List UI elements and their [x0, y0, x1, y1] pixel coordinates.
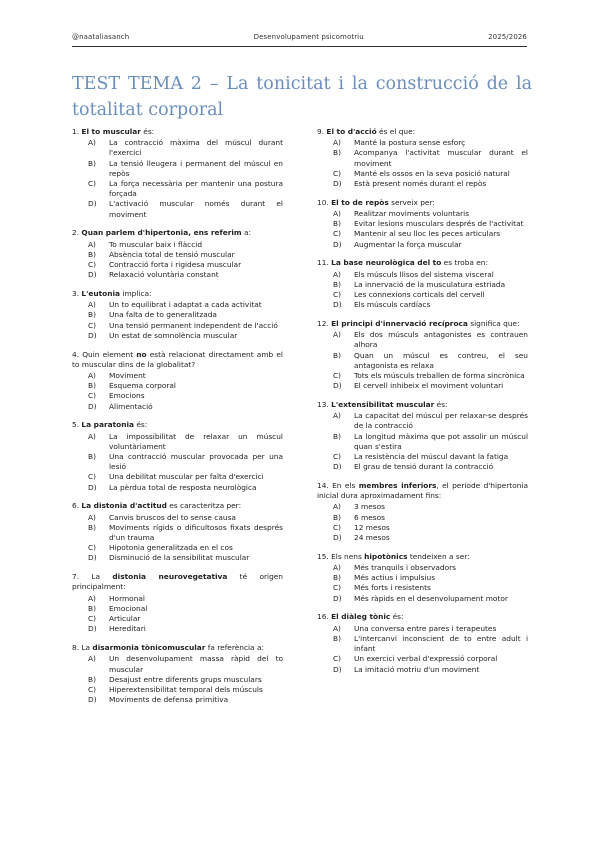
answer-options	[317, 270, 528, 311]
answer-option	[317, 280, 528, 290]
answer-option	[72, 250, 283, 260]
answer-option	[317, 179, 528, 189]
question-prefix: 12.	[317, 319, 332, 329]
question-keyword: distonia neurovegetativa	[112, 572, 228, 582]
option-letter: A)	[333, 623, 341, 633]
option-letter: B)	[88, 310, 96, 320]
option-text: Emocions	[109, 391, 145, 401]
option-letter: D)	[333, 179, 342, 189]
option-text: 12 mesos	[354, 522, 390, 532]
option-text: Un to equilibrat i adaptat a cada activitat	[109, 300, 262, 310]
answer-options	[317, 209, 528, 250]
option-text: Més tranquils i observadors	[354, 563, 457, 573]
option-text: To muscular baix i flàccid	[109, 239, 203, 249]
option-letter: B)	[333, 512, 341, 522]
answer-option	[72, 695, 283, 705]
option-letter: A)	[333, 269, 341, 279]
title-line-2: totalitat corporal	[72, 100, 224, 120]
answer-option	[317, 351, 528, 371]
answer-option	[317, 654, 528, 664]
option-text: La força necessària per mantenir una postura forçada	[109, 179, 283, 199]
question-keyword: no	[136, 349, 147, 359]
option-letter: D)	[88, 553, 97, 563]
option-text: La pèrdua total de resposta neurològica	[109, 482, 257, 492]
answer-option	[72, 614, 283, 624]
answer-option	[317, 148, 528, 168]
option-letter: B)	[88, 381, 96, 391]
option-letter: C)	[88, 179, 97, 189]
question-item	[72, 127, 283, 220]
option-text: 24 mesos	[354, 533, 390, 543]
answer-option	[72, 199, 283, 219]
question-suffix: fa referència a:	[205, 643, 264, 653]
answer-option	[317, 432, 528, 452]
question-item	[72, 572, 283, 634]
option-text: Manté els ossos en la seva posició natural	[354, 168, 510, 178]
option-text: La impossibilitat de relaxar un múscul voluntàriament	[109, 431, 283, 451]
question-prefix: 5.	[72, 420, 82, 430]
option-text: Un desenvolupament massa ràpid del to muscular	[109, 654, 283, 674]
option-text: La innervació de la musculatura estriada	[354, 279, 506, 289]
answer-options	[72, 371, 283, 412]
answer-options	[72, 300, 283, 341]
question-suffix: significa que:	[467, 319, 520, 329]
question-text	[72, 643, 283, 653]
option-letter: D)	[333, 593, 342, 603]
question-text	[317, 258, 528, 268]
question-item	[317, 127, 528, 189]
option-letter: D)	[88, 270, 97, 280]
question-keyword: El diàleg tònic	[331, 612, 391, 622]
answer-options	[317, 563, 528, 604]
answer-options	[317, 330, 528, 391]
option-text: El cervell inhibeix el moviment voluntari	[354, 381, 504, 391]
question-prefix: 6.	[72, 501, 82, 511]
answer-option	[317, 513, 528, 523]
answer-option	[317, 583, 528, 593]
option-letter: C)	[333, 229, 342, 239]
answer-option	[72, 138, 283, 158]
question-keyword: membres inferiors	[358, 481, 437, 491]
option-letter: A)	[333, 138, 341, 148]
question-keyword: disarmonia tònicomuscular	[92, 643, 206, 653]
option-text: Tots els músculs treballen de forma sincrònica	[354, 371, 525, 381]
question-item	[317, 400, 528, 472]
answer-option	[72, 391, 283, 401]
answer-option	[72, 432, 283, 452]
option-letter: C)	[333, 452, 342, 462]
question-text	[317, 400, 528, 410]
answer-option	[72, 381, 283, 391]
question-suffix: és:	[140, 127, 155, 136]
option-text: Manté la postura sense esforç	[354, 138, 466, 148]
option-text: El grau de tensió durant la contracció	[354, 462, 494, 472]
questions-column-left	[72, 127, 283, 714]
answer-option	[317, 381, 528, 391]
question-prefix: 11.	[317, 258, 332, 268]
question-item	[72, 420, 283, 492]
answer-option	[317, 634, 528, 654]
answer-options	[72, 513, 283, 564]
answer-options	[317, 411, 528, 472]
option-letter: C)	[88, 260, 97, 270]
answer-option	[317, 665, 528, 675]
question-text	[72, 572, 283, 592]
question-item	[317, 552, 528, 604]
question-text	[72, 289, 283, 299]
option-letter: D)	[88, 199, 97, 209]
answer-option	[72, 452, 283, 472]
option-text: La contracció màxima del múscul durant l'exercici	[109, 138, 283, 158]
answer-option	[72, 402, 283, 412]
option-text: La imitació motriu d'un moviment	[354, 664, 480, 674]
question-text	[72, 127, 283, 137]
question-keyword: L'eutonia	[81, 289, 121, 299]
answer-options	[317, 138, 528, 189]
question-prefix: 2.	[72, 228, 82, 238]
answer-option	[317, 330, 528, 350]
question-suffix: està relacionat directament amb el to muscular dins de la globalitat?	[72, 349, 283, 369]
option-letter: C)	[333, 371, 342, 381]
question-item	[72, 643, 283, 705]
answer-option	[72, 604, 283, 614]
question-text	[317, 319, 528, 329]
option-text: La capacitat del múscul per relaxar-se després de la contracció	[354, 411, 528, 431]
question-text	[317, 127, 528, 137]
option-text: Més actius i impulsius	[354, 573, 436, 583]
question-text	[72, 420, 283, 430]
answer-option	[72, 513, 283, 523]
question-item	[317, 198, 528, 250]
question-prefix: 4. Quin element	[72, 349, 137, 359]
question-prefix: 1.	[72, 127, 82, 136]
answer-option	[72, 543, 283, 553]
question-item	[317, 258, 528, 310]
question-keyword: La distonia d'actitud	[81, 501, 167, 511]
option-text: Més forts i resistents	[354, 583, 431, 593]
answer-option	[317, 411, 528, 431]
option-text: Absència total de tensió muscular	[109, 249, 235, 259]
question-text	[72, 350, 283, 370]
option-letter: B)	[88, 522, 96, 532]
question-suffix: és:	[133, 420, 148, 430]
option-letter: B)	[333, 431, 341, 441]
page-title	[72, 71, 532, 123]
option-text: 6 mesos	[354, 512, 386, 522]
question-suffix: serveix per:	[388, 197, 435, 207]
answer-option	[72, 553, 283, 563]
question-suffix: és el que:	[376, 127, 416, 136]
option-letter: B)	[88, 674, 96, 684]
option-text: Augmentar la força muscular	[354, 239, 462, 249]
question-keyword: El to d'acció	[326, 127, 377, 136]
option-text: Les connexions corticals del cervell	[354, 290, 485, 300]
option-letter: C)	[88, 614, 97, 624]
answer-option	[317, 219, 528, 229]
option-text: Quan un múscul es contreu, el seu antagonista es relaxa	[354, 350, 528, 370]
question-item	[72, 228, 283, 280]
option-text: Una falta de to generalitzada	[109, 310, 217, 320]
answer-option	[317, 229, 528, 239]
answer-option	[317, 209, 528, 219]
answer-option	[317, 270, 528, 280]
option-letter: A)	[88, 512, 96, 522]
option-text: Un estat de somnolència muscular	[109, 330, 238, 340]
option-letter: A)	[333, 411, 341, 421]
option-letter: B)	[88, 452, 96, 462]
option-letter: B)	[88, 603, 96, 613]
option-text: Realitzar moviments voluntaris	[354, 209, 470, 219]
answer-option	[317, 502, 528, 512]
question-suffix: es caracteritza per:	[166, 501, 242, 511]
answer-option	[72, 685, 283, 695]
answer-option	[317, 290, 528, 300]
question-prefix: 16.	[317, 612, 332, 622]
option-letter: C)	[333, 654, 342, 664]
option-text: Emocional	[109, 603, 148, 613]
page-header	[72, 33, 527, 41]
question-item	[72, 350, 283, 412]
answer-options	[72, 240, 283, 281]
question-keyword: L'extensibilitat muscular	[331, 400, 435, 410]
option-letter: D)	[88, 624, 97, 634]
question-item	[72, 501, 283, 563]
option-letter: B)	[333, 350, 341, 360]
option-letter: D)	[333, 381, 342, 391]
author-handle: @naataliasanch	[72, 33, 130, 41]
answer-option	[72, 654, 283, 674]
answer-option	[72, 472, 283, 482]
question-item	[317, 612, 528, 674]
option-text: Mantenir al seu lloc les peces articulars	[354, 229, 501, 239]
question-keyword: Quan parlem d'hipertonia, ens referim	[81, 228, 242, 238]
answer-option	[317, 452, 528, 462]
answer-option	[317, 371, 528, 381]
answer-option	[72, 300, 283, 310]
question-suffix: tendeixen a ser:	[407, 551, 470, 561]
option-letter: A)	[88, 239, 96, 249]
answer-option	[317, 169, 528, 179]
option-text: Més ràpids en el desenvolupament motor	[354, 593, 508, 603]
option-text: Hiperextensibilitat temporal dels músculs	[109, 684, 263, 694]
option-text: Disminució de la sensibilitat muscular	[109, 553, 250, 563]
option-letter: D)	[88, 482, 97, 492]
question-keyword: La paratonia	[81, 420, 134, 430]
answer-options	[317, 624, 528, 675]
option-text: Relaxació voluntària constant	[109, 270, 219, 280]
question-prefix: 14. En els	[317, 481, 359, 491]
answer-options	[72, 432, 283, 493]
question-text	[72, 228, 283, 238]
option-letter: B)	[88, 249, 96, 259]
question-suffix: , el període d'hipertonia inicial dura aproximadament fins:	[317, 481, 528, 501]
option-letter: C)	[333, 522, 342, 532]
answer-option	[72, 371, 283, 381]
option-text: Hipotonia generalitzada en el cos	[109, 543, 233, 553]
option-text: Contracció forta i rigidesa muscular	[109, 260, 242, 270]
option-text: Els dos músculs antagonistes es contrauen alhora	[354, 330, 528, 350]
option-letter: B)	[333, 573, 341, 583]
answer-option	[317, 300, 528, 310]
option-letter: D)	[88, 401, 97, 411]
question-keyword: El to muscular	[81, 127, 141, 136]
question-suffix: és:	[390, 612, 404, 622]
option-letter: C)	[88, 684, 97, 694]
question-prefix: 13.	[317, 400, 332, 410]
answer-options	[72, 138, 283, 220]
option-text: Alimentació	[109, 401, 153, 411]
answer-option	[72, 260, 283, 270]
question-item	[317, 481, 528, 543]
answer-option	[317, 523, 528, 533]
option-text: Esquema corporal	[109, 381, 176, 391]
option-text: Hereditari	[109, 624, 146, 634]
answer-option	[72, 310, 283, 320]
answer-option	[72, 179, 283, 199]
question-text	[317, 612, 528, 622]
answer-option	[317, 462, 528, 472]
option-letter: C)	[88, 391, 97, 401]
option-letter: B)	[333, 148, 341, 158]
question-text	[317, 552, 528, 562]
answer-option	[72, 321, 283, 331]
option-letter: C)	[88, 472, 97, 482]
question-keyword: La base neurològica del to	[331, 258, 442, 268]
question-suffix: es troba en:	[441, 258, 488, 268]
option-letter: C)	[333, 583, 342, 593]
answer-option	[72, 675, 283, 685]
option-letter: C)	[333, 168, 342, 178]
option-text: Els músculs llisos del sistema visceral	[354, 269, 494, 279]
option-letter: D)	[333, 300, 342, 310]
answer-option	[317, 573, 528, 583]
option-text: Els músculs cardíacs	[354, 300, 431, 310]
option-text: Una debilitat muscular per falta d'exercici	[109, 472, 264, 482]
option-letter: A)	[333, 209, 341, 219]
question-prefix: 15. Els nens	[317, 551, 365, 561]
header-divider	[72, 46, 527, 47]
option-text: Moviments de defensa primitiva	[109, 695, 229, 705]
answer-option	[317, 594, 528, 604]
option-letter: A)	[88, 431, 96, 441]
answer-option	[72, 159, 283, 179]
option-letter: D)	[333, 664, 342, 674]
question-suffix: implica:	[120, 289, 152, 299]
option-text: Evitar lesions musculars després de l'activitat	[354, 219, 524, 229]
option-letter: D)	[333, 462, 342, 472]
question-suffix: és:	[434, 400, 448, 410]
option-text: La resistència del múscul davant la fatiga	[354, 452, 509, 462]
option-text: Una conversa entre pares i terapeutes	[354, 623, 497, 633]
option-text: Un exercici verbal d'expressió corporal	[354, 654, 498, 664]
option-letter: C)	[88, 320, 97, 330]
question-prefix: 3.	[72, 289, 82, 299]
answer-option	[72, 594, 283, 604]
answer-option	[317, 624, 528, 634]
option-letter: C)	[88, 543, 97, 553]
answer-option	[72, 483, 283, 493]
option-text: 3 mesos	[354, 502, 386, 512]
answer-options	[317, 502, 528, 543]
option-text: Canvis bruscos del to sense causa	[109, 512, 236, 522]
question-suffix: té origen principalment:	[72, 572, 283, 592]
answer-option	[317, 533, 528, 543]
subject-title: Desenvolupament psicomotriu	[253, 33, 364, 41]
option-text: Articular	[109, 614, 141, 624]
question-prefix: 10.	[317, 197, 332, 207]
option-letter: A)	[88, 654, 96, 664]
academic-year: 2025/2026	[488, 33, 527, 41]
option-letter: B)	[333, 219, 341, 229]
option-letter: D)	[88, 695, 97, 705]
question-text	[317, 481, 528, 501]
option-letter: D)	[88, 330, 97, 340]
answer-option	[72, 331, 283, 341]
question-text	[72, 501, 283, 511]
question-text	[317, 198, 528, 208]
option-text: Acompanya l'activitat muscular durant el moviment	[354, 148, 528, 168]
option-text: L'intercanvi inconscient de to entre adult i infant	[354, 633, 528, 654]
option-text: Una contracció muscular provocada per una lesió	[109, 452, 283, 472]
option-text: Moviment	[109, 371, 146, 381]
option-letter: A)	[333, 502, 341, 512]
option-text: Moviments rígids o dificultosos fixats després d'un trauma	[109, 522, 283, 543]
answer-option	[72, 624, 283, 634]
answer-options	[72, 654, 283, 705]
option-letter: A)	[333, 563, 341, 573]
question-item	[72, 289, 283, 341]
option-letter: A)	[88, 371, 96, 381]
question-prefix: 7. La	[72, 572, 113, 582]
answer-options	[72, 594, 283, 635]
answer-option	[72, 523, 283, 543]
option-letter: B)	[333, 279, 341, 289]
question-keyword: El principi d'innervació recíproca	[331, 319, 468, 329]
answer-option	[72, 240, 283, 250]
option-text: Desajust entre diferents grups musculars	[109, 674, 262, 684]
answer-option	[317, 138, 528, 148]
option-letter: D)	[333, 239, 342, 249]
title-line-1: TEST TEMA 2 – La tonicitat i la construcció de la	[72, 74, 532, 94]
question-prefix: 9.	[317, 127, 327, 136]
question-keyword: hipotònics	[364, 551, 408, 561]
answer-option	[72, 270, 283, 280]
option-letter: B)	[333, 633, 341, 643]
answer-option	[317, 563, 528, 573]
option-text: La tensió lleugera i permanent del múscul en repòs	[109, 158, 283, 178]
option-letter: C)	[333, 290, 342, 300]
option-letter: D)	[333, 533, 342, 543]
option-letter: A)	[88, 300, 96, 310]
questions-column-right	[317, 127, 528, 683]
option-letter: A)	[88, 593, 96, 603]
option-text: Està present només durant el repòs	[354, 179, 487, 189]
option-text: L'activació muscular només durant el moviment	[109, 199, 283, 219]
answer-option	[317, 240, 528, 250]
option-text: Una tensió permanent independent de l'acció	[109, 320, 278, 330]
option-text: Hormonal	[109, 593, 145, 603]
question-item	[317, 319, 528, 391]
option-text: La longitud màxima que pot assolir un múscul quan s'estira	[354, 431, 528, 451]
question-prefix: 8. La	[72, 643, 93, 653]
option-letter: A)	[333, 330, 341, 340]
question-keyword: El to de repòs	[331, 197, 389, 207]
option-letter: B)	[88, 158, 96, 168]
question-suffix: a:	[241, 228, 251, 238]
option-letter: A)	[88, 138, 96, 148]
